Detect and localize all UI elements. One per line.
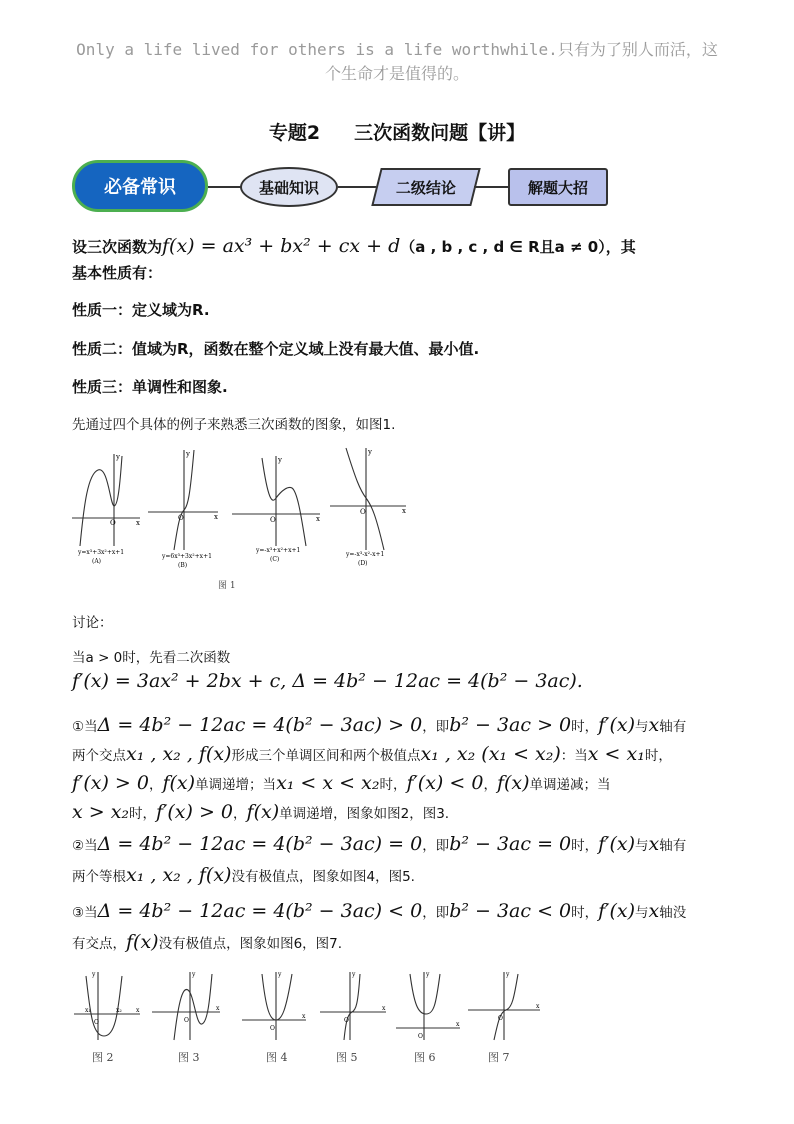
case-1-text: 轴有	[659, 719, 687, 735]
fig6-origin: O	[418, 1033, 423, 1040]
intro-paragraph	[72, 233, 728, 286]
graph-d	[330, 448, 406, 550]
case-3-math: f(x)	[126, 931, 159, 953]
graph-fig6	[396, 972, 460, 1040]
case-2-text: 轴有	[659, 838, 687, 854]
case-1-text: 时，	[379, 777, 407, 793]
fig6-y-label: y	[426, 971, 430, 978]
case-1-text: ，	[233, 806, 247, 822]
graph-b-x-label: x	[214, 513, 218, 521]
motto-line-1: Only a life lived for others is a life worthwhile.只有为了别人而活，这	[76, 40, 718, 59]
case-2-math: x₁ , x₂ , f(x)	[126, 864, 232, 886]
intro-formula: f(x) = ax³ + bx² + cx + d	[162, 235, 401, 257]
case-1-math: f′(x) > 0	[72, 772, 149, 794]
fig2-x2: x₂	[116, 1007, 122, 1014]
graph-b-equation: y=6x³+3x²+x+1	[162, 553, 212, 560]
banner-step-conclusion-label: 二级结论	[395, 178, 456, 197]
intro-line-2: 基本性质有：	[72, 264, 163, 282]
intro-prefix: 设三次函数为	[72, 238, 163, 256]
banner-step-basic: 基础知识	[240, 167, 338, 207]
case-1-math: f′(x) > 0	[156, 801, 234, 823]
graph-b-origin: O	[178, 514, 184, 522]
fig7-x-label: x	[536, 1003, 540, 1010]
case-2-math: Δ = 4b² − 12ac = 4(b² − 3ac) = 0	[97, 833, 423, 855]
graph-b	[148, 450, 218, 550]
discussion-heading: 讨论：	[72, 615, 113, 631]
fig2-y-label: y	[92, 971, 96, 978]
case-2-text: 没有极值点，图象如图4，图5.	[231, 869, 415, 885]
figure-1-graphs	[66, 446, 416, 594]
graph-c-y-label: y	[278, 456, 282, 464]
graph-fig2	[74, 972, 140, 1040]
graph-a-x-label: x	[136, 519, 140, 527]
graph-a-label: (A)	[92, 558, 102, 565]
fig3-x-label: x	[216, 1005, 220, 1012]
case-3-text: 轴没	[659, 905, 687, 921]
fig3-caption: 图 3	[178, 1051, 200, 1064]
case-1-text: ①当	[72, 719, 98, 735]
graph-d-x-label: x	[402, 507, 406, 515]
case-3-text: 有交点，	[72, 936, 126, 952]
case-1-text: 单调递增，图象如图2，图3.	[279, 806, 450, 822]
graph-b-y-label: y	[186, 450, 190, 458]
fig6-x-label: x	[456, 1021, 460, 1028]
case-1-text: 时，	[129, 806, 157, 822]
fig6-caption: 图 6	[414, 1051, 436, 1064]
fig3-y-label: y	[192, 971, 196, 978]
fig5-y-label: y	[352, 971, 356, 978]
motto-line-2: 个生命才是值得的。	[324, 64, 469, 83]
figure-1	[66, 446, 416, 594]
case-1-math: f(x)	[246, 801, 280, 823]
case-3-math: Δ = 4b² − 12ac = 4(b² − 3ac) < 0	[97, 900, 423, 922]
case-3-text: 时，	[571, 905, 599, 921]
case-1-text: ，	[148, 777, 163, 793]
page-title	[0, 118, 794, 145]
case-1-math: f(x)	[162, 772, 196, 794]
case-1-math: f′(x) < 0	[406, 772, 484, 794]
graph-c-x-label: x	[316, 515, 320, 523]
graph-d-y-label: y	[368, 448, 372, 456]
fig4-y-label: y	[278, 971, 282, 978]
case-3-text: 没有极值点，图象如图6，图7.	[158, 936, 343, 952]
graph-a-origin: O	[110, 519, 116, 527]
derivative-formula: f′(x) = 3ax² + 2bx + c, Δ = 4b² − 12ac = 4(b² − 3ac).	[72, 670, 583, 692]
examples-text: 先通过四个具体的例子来熟悉三次函数的图象，如图1.	[72, 417, 396, 433]
graph-c-equation: y=-x³+x²+x+1	[256, 547, 301, 554]
banner-connector	[338, 186, 380, 188]
graph-c-origin: O	[270, 516, 276, 524]
case-1-math: x₁ < x < x₂	[276, 772, 380, 794]
banner-connector	[474, 186, 510, 188]
case-1-text: ，	[483, 777, 497, 793]
fig3-origin: O	[184, 1017, 189, 1024]
fig4-origin: O	[270, 1025, 275, 1032]
case-1-text: 单调递增；当	[195, 777, 277, 793]
case-3-paragraph	[72, 897, 728, 959]
banner-step-conclusion	[371, 168, 480, 206]
case-2-paragraph	[72, 830, 728, 892]
banner-connector	[208, 186, 242, 188]
section-banner	[72, 158, 612, 216]
fig2-x-label: x	[136, 1007, 140, 1014]
fig5-origin: O	[344, 1017, 349, 1024]
fig7-caption: 图 7	[488, 1051, 510, 1064]
case-1-math: x₁ , x₂ , f(x)	[126, 743, 232, 765]
case-1-text: ：当	[560, 748, 588, 764]
case-1-text: 时，	[571, 719, 599, 735]
figure-1-caption: 图 1	[218, 581, 236, 591]
case-3-text: 与	[635, 905, 649, 921]
fig5-x-label: x	[382, 1005, 386, 1012]
case-1-paragraph	[72, 712, 728, 828]
case-1-math: x₁ , x₂ (x₁ < x₂)	[420, 743, 561, 765]
case-3-math: x	[648, 900, 660, 922]
header-motto	[40, 38, 754, 86]
fig2-caption: 图 2	[92, 1051, 114, 1064]
case-2-math: x	[648, 833, 660, 855]
graph-a-y-label: y	[116, 453, 120, 461]
graph-c-label: (C)	[270, 556, 280, 563]
graph-d-origin: O	[360, 508, 366, 516]
intro-suffix: ，其	[605, 238, 636, 256]
case-1-math: x > x₂	[72, 801, 130, 823]
case-1-math: x	[648, 714, 660, 736]
case-1-math: b² − 3ac > 0	[449, 714, 572, 736]
case-1-text: 单调递减；当	[529, 777, 611, 793]
graph-fig3	[152, 972, 220, 1040]
graph-d-equation: y=-x³-x²-x+1	[346, 551, 385, 558]
case-2-math: b² − 3ac = 0	[449, 833, 572, 855]
case-1-text: 与	[635, 719, 649, 735]
fig5-caption: 图 5	[336, 1051, 358, 1064]
case-1-text: 形成三个单调区间和两个极值点	[231, 748, 421, 764]
case-1-math: f′(x)	[598, 714, 636, 736]
graph-b-label: (B)	[178, 562, 188, 569]
case-intro-text: 当a > 0时，先看二次函数	[72, 650, 231, 666]
case-3-text: ，即	[422, 905, 450, 921]
fig7-y-label: y	[506, 971, 510, 978]
case-2-text: 时，	[571, 838, 599, 854]
case-1-math: f(x)	[496, 772, 530, 794]
title-part-1: 专题2	[268, 122, 321, 144]
graph-fig5	[320, 972, 386, 1040]
graph-a	[72, 454, 140, 546]
graph-fig7	[468, 972, 540, 1040]
case-2-text: ，即	[422, 838, 450, 854]
case-3-math: b² − 3ac < 0	[449, 900, 572, 922]
graph-a-equation: y=x³+3x²+x+1	[78, 549, 125, 556]
case-1-text: 时，	[644, 748, 672, 764]
intro-condition: （a , b , c , d ∈ R且a ≠ 0）	[400, 238, 606, 256]
figures-2-to-7	[70, 966, 546, 1070]
property-2: 性质二：值域为R，函数在整个定义域上没有最大值、最小值.	[72, 340, 480, 358]
banner-main-badge: 必备常识	[72, 160, 208, 212]
property-3: 性质三：单调性和图象.	[72, 378, 228, 396]
title-part-2: 三次函数问题【讲】	[354, 122, 526, 144]
case-2-text: 与	[635, 838, 649, 854]
figure-2-7	[70, 966, 546, 1070]
case-1-text: 两个交点	[72, 748, 126, 764]
case-2-text: 两个等根	[72, 869, 126, 885]
case-3-text: ③当	[72, 905, 98, 921]
case-1-math: Δ = 4b² − 12ac = 4(b² − 3ac) > 0	[97, 714, 423, 736]
case-2-text: ②当	[72, 838, 98, 854]
case-3-math: f′(x)	[598, 900, 636, 922]
fig4-x-label: x	[302, 1013, 306, 1020]
case-1-math: x < x₁	[587, 743, 645, 765]
case-2-math: f′(x)	[598, 833, 636, 855]
fig4-caption: 图 4	[266, 1051, 288, 1064]
graph-d-label: (D)	[358, 560, 368, 567]
banner-step-tricks: 解题大招	[508, 168, 608, 206]
fig2-x1: x₁	[85, 1007, 91, 1014]
graph-c	[232, 456, 320, 546]
fig2-origin: O	[94, 1019, 99, 1026]
fig7-origin: O	[498, 1015, 503, 1022]
property-1: 性质一：定义域为R.	[72, 301, 210, 319]
case-1-text: ，即	[422, 719, 450, 735]
